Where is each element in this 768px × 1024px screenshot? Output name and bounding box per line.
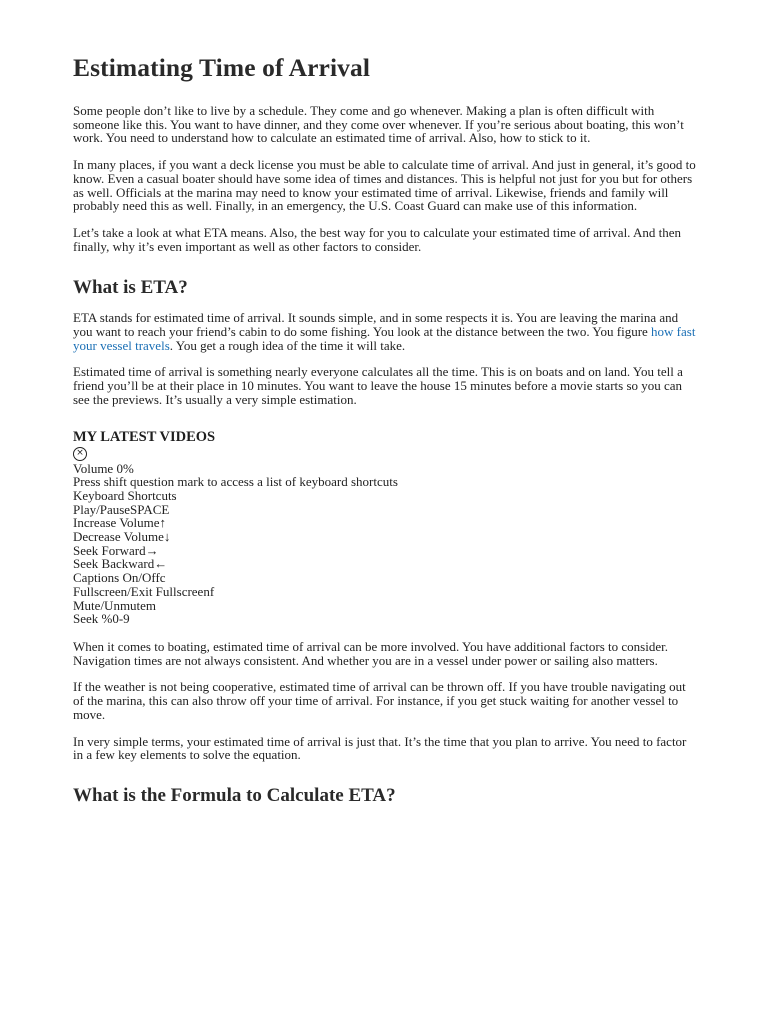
shortcut-item: Play/PauseSPACE: [73, 501, 170, 517]
shortcut-item: Captions On/Offc: [73, 570, 166, 586]
close-icon[interactable]: ×: [73, 447, 87, 461]
section-heading-formula: What is the Formula to Calculate ETA?: [73, 784, 396, 806]
boating-eta-paragraph-1: When it comes to boating, estimated time of arrival can be more involved. You have additional factors to consider. Navigation times are not always consistent. And whether you are in a vessel under power or sailing also matters.: [73, 638, 668, 668]
shortcut-item: Seek Forward→: [73, 542, 159, 558]
eta-paragraph-1: [73, 311, 699, 352]
keyboard-shortcuts-heading: Keyboard Shortcuts: [73, 487, 177, 503]
eta-paragraph-1-text-a: ETA stands for estimated time of arrival. It sounds simple, and in some respects it is. You are leaving the marina and you want to reach your friend’s cabin to do some fishing. You look at the distance between the two. You figure: [73, 310, 679, 340]
article: [73, 52, 699, 809]
article-title: Estimating Time of Arrival: [73, 53, 371, 82]
shortcut-item: Fullscreen/Exit Fullscreenf: [73, 583, 215, 599]
intro-paragraph-2: In many places, if you want a deck license you must be able to calculate time of arrival. And just in general, it’s good to know. Even a casual boater should have some idea of times and distances. This is helpful not just for you but for others as well. Officials at the marina may need to know your estimated time of arrival. Likewise, friends and family will probably need this as well. Finally, in an emergency, the U.S. Coast Guard can make use of this information.: [73, 157, 696, 214]
volume-status: Volume 0%: [73, 460, 134, 476]
videos-title: MY LATEST VIDEOS: [73, 428, 216, 445]
shortcut-item: Seek %0-9: [73, 611, 130, 627]
shortcut-item: Increase Volume↑: [73, 515, 167, 531]
intro-paragraph-1: Some people don’t like to live by a schedule. They come and go whenever. Making a plan is often difficult with someone like this. You want to have dinner, and they come over whenever. If you’re serious about boating, this won’t work. You need to understand how to calculate an estimated time of arrival. Also, how to stick to it.: [73, 103, 684, 146]
section-heading-what-is-eta: What is ETA?: [73, 277, 188, 299]
shortcut-item: Mute/Unmutem: [73, 597, 157, 613]
shortcut-item: Seek Backward←: [73, 556, 168, 572]
shortcut-item: Decrease Volume↓: [73, 529, 171, 545]
eta-paragraph-1-text-b: . You get a rough idea of the time it will take.: [169, 337, 406, 353]
boating-eta-paragraph-2: If the weather is not being cooperative, estimated time of arrival can be thrown off. If you have trouble navigating out of the marina, this can also throw off your time of arrival. For instance, if you get stuck waiting for another vessel to move.: [73, 679, 686, 722]
boating-eta-paragraph-3: In very simple terms, your estimated time of arrival is just that. It’s the time that you plan to arrive. You need to factor in a few key elements to solve the equation.: [73, 733, 687, 763]
intro-paragraph-3: Let’s take a look at what ETA means. Also, the best way for you to calculate your estimated time of arrival. And then finally, why it’s even important as well as other factors to consider.: [73, 224, 681, 254]
eta-paragraph-2: Estimated time of arrival is something nearly everyone calculates all the time. This is on boats and on land. You tell a friend you’ll be at their place in 10 minutes. You want to leave the house 15 minutes before a movie starts so you can see the previews. It’s usually a very simple estimation.: [73, 364, 683, 407]
video-player-widget: [73, 428, 699, 626]
shortcut-help-text: Press shift question mark to access a list of keyboard shortcuts: [73, 474, 398, 490]
vessel-speed-link[interactable]: how fast your vessel travels: [73, 324, 696, 353]
